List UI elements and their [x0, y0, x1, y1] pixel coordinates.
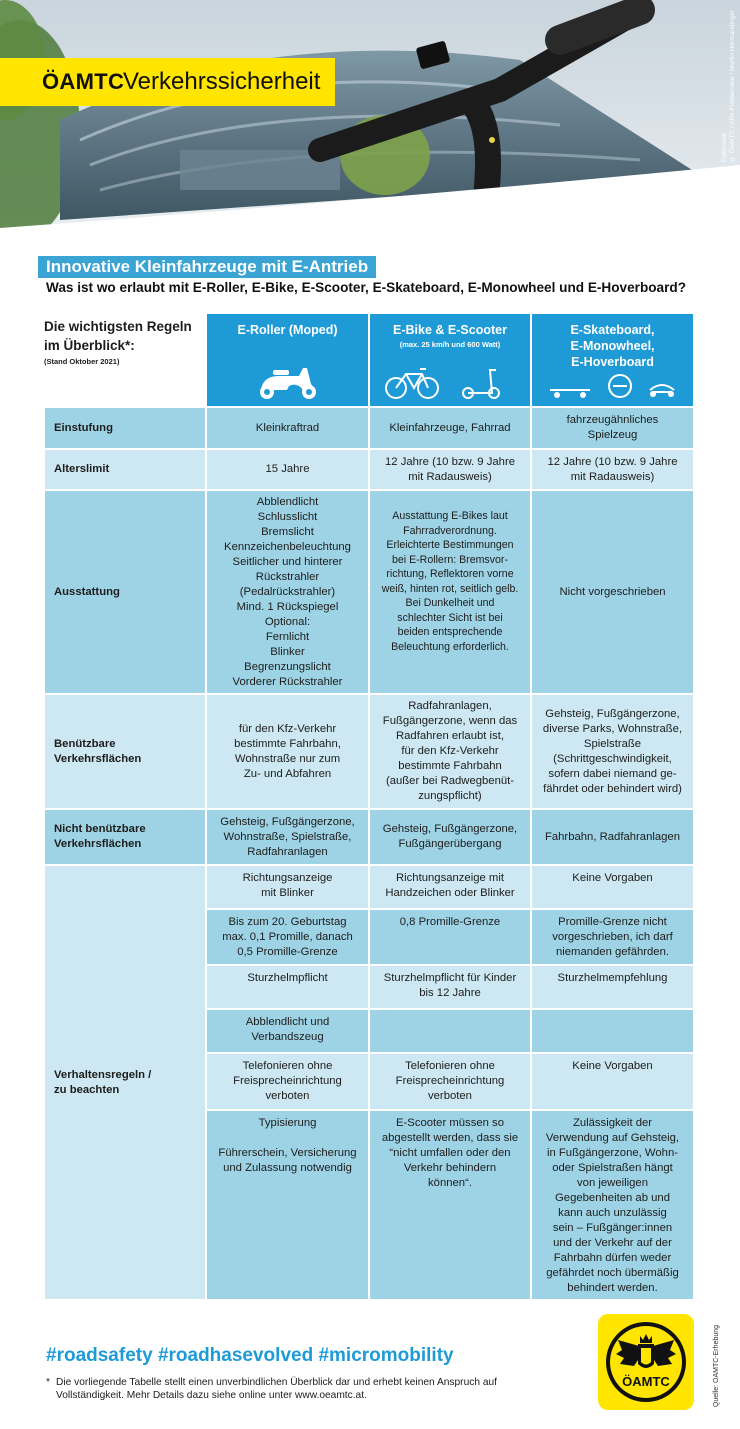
page-subtitle: Was ist wo erlaubt mit E-Roller, E-Bike, E-Scooter, E-Skateboard, E-Monowheel und E-Hoverboard? [46, 280, 687, 295]
table-cell: fahrzeugähnliches Spielzeug [532, 408, 693, 448]
source-note: Quelle: ÖAMTC-Erhebung [713, 1325, 720, 1408]
table-cell: Gehsteig, Fußgängerzone, Fußgängerübergang [370, 810, 530, 864]
table-cell: Gehsteig, Fußgängerzone, diverse Parks, Wohnstraße, Spielstraße (Schrittgeschwindigkeit, sofern dabei niemand ge- fährdet oder behindert wird) [532, 695, 693, 808]
column-header-label: E-Roller (Moped) [237, 323, 338, 337]
table-cell: Telefonieren ohne Freisprecheinrichtung verboten [370, 1054, 530, 1109]
intro-title: Die wichtigsten Regeln im Überblick*: [44, 319, 192, 353]
table-cell: Radfahranlagen, Fußgängerzone, wenn das Radfahren erlaubt ist, für den Kfz-Verkehr bestimmte Fahrbahn (außer bei Radwegbenüt- zungspflicht) [370, 695, 530, 808]
oeamtc-badge [598, 1314, 694, 1410]
footnote [46, 1376, 566, 1402]
table-cell: Abblendlicht Schlusslicht Bremslicht Kennzeichenbeleuchtung Seitlicher und hinterer Rückstrahler (Pedalrückstrahler) Mind. 1 Rückspiegel Optional: Fernlicht Blinker Begrenzungslicht Vorderer Rückstrahler [207, 491, 368, 693]
column-header-label: E-Bike & E-Scooter [393, 323, 507, 337]
bike-scooter-icon [370, 362, 530, 402]
table-cell: Sturzhelmempfehlung [532, 966, 693, 1008]
table-cell: 12 Jahre (10 bzw. 9 Jahre mit Radausweis) [532, 450, 693, 489]
table-cell: Typisierung Führerschein, Versicherung und Zulassung notwendig [207, 1111, 368, 1299]
table-cell [370, 1010, 530, 1052]
board-icon [532, 362, 693, 402]
table-cell: Gehsteig, Fußgängerzone, Wohnstraße, Spielstraße, Radfahranlagen [207, 810, 368, 864]
row-label-alterslimit: Alterslimit [45, 450, 205, 489]
table-cell: Nicht vorgeschrieben [532, 491, 693, 693]
table-cell: Sturzhelmpflicht [207, 966, 368, 1008]
table-cell: Telefonieren ohne Freisprecheinrichtung verboten [207, 1054, 368, 1109]
brand-logo: ÖAMTC [42, 69, 125, 94]
brand-banner [0, 58, 335, 106]
column-header-e-roller [207, 314, 368, 406]
row-label-einstufung: Einstufung [45, 408, 205, 448]
footnote-star: * [46, 1377, 50, 1388]
intro-stand: (Stand Oktober 2021) [44, 357, 120, 366]
table-cell: Sturzhelmpflicht für Kinder bis 12 Jahre [370, 966, 530, 1008]
eagle-emblem-icon [598, 1314, 694, 1410]
table-cell: Zulässigkeit der Verwendung auf Gehsteig, in Fußgängerzone, Wohn- oder Spielstraßen hängt von jeweiligen Gegebenheiten ab und kann auch unzulässig sein – Fußgänger:innen und der Verkehr auf der Fahrbahn dürfen weder gefährdet noch übermäßig behindert werden. [532, 1111, 693, 1299]
row-label-nicht-benuetzbar: Nicht benützbare Verkehrsflächen [45, 810, 205, 864]
row-label-verhalten: Verhaltensregeln / zu beachten [45, 866, 205, 1299]
table-cell: Keine Vorgaben [532, 1054, 693, 1109]
hero-image [0, 0, 740, 235]
photo-credit: Fotocredit: © ÖAMTC / APA-Fotoservice / Martin Hörmandinger [721, 10, 736, 163]
table-intro [44, 317, 204, 366]
column-header-sub: (max. 25 km/h und 600 Watt) [399, 340, 501, 349]
hashtags: #roadsafety #roadhasevolved #micromobility [46, 1345, 454, 1366]
table-cell: Bis zum 20. Geburtstag max. 0,1 Promille, danach 0,5 Promille-Grenze [207, 910, 368, 964]
table-cell: Keine Vorgaben [532, 866, 693, 908]
page-title: Innovative Kleinfahrzeuge mit E-Antrieb [38, 256, 376, 278]
table-cell: Fahrbahn, Radfahranlagen [532, 810, 693, 864]
table-cell [532, 1010, 693, 1052]
badge-text: ÖAMTC [622, 1374, 670, 1389]
table-cell: 15 Jahre [207, 450, 368, 489]
row-label-ausstattung: Ausstattung [45, 491, 205, 693]
footnote-text: Die vorliegende Tabelle stellt einen unverbindlichen Überblick dar und erhebt keinen Anspruch auf Vollständigkeit. Mehr Details dazu siehe online unter www.oeamtc.at. [56, 1377, 497, 1401]
table-cell: 12 Jahre (10 bzw. 9 Jahre mit Radausweis) [370, 450, 530, 489]
table-cell: Promille-Grenze nicht vorgeschrieben, ich darf niemanden gefährden. [532, 910, 693, 964]
table-cell: 0,8 Promille-Grenze [370, 910, 530, 964]
table-cell: Richtungsanzeige mit Blinker [207, 866, 368, 908]
table-cell: Kleinkraftrad [207, 408, 368, 448]
row-label-benuetzbar: Benützbare Verkehrsflächen [45, 695, 205, 808]
table-cell: Kleinfahrzeuge, Fahrrad [370, 408, 530, 448]
table-cell: E-Scooter müssen so abgestellt werden, dass sie “nicht umfallen oder den Verkehr behindern können“. [370, 1111, 530, 1299]
moped-icon [207, 362, 368, 402]
table-cell: Ausstattung E-Bikes laut Fahrradverordnung. Erleichterte Bestimmungen bei E-Rollern: Bremsvor- richtung, Reflektoren vorne weiß, hinten rot, seitlich gelb. Bei Dunkelheit und schlechter Sicht ist bei beiden entsprechende Beleuchtung erforderlich. [370, 491, 530, 693]
brand-subtitle: Verkehrssicherheit [123, 68, 321, 95]
table-cell: Abblendlicht und Verbandszeug [207, 1010, 368, 1052]
hero-photo [0, 0, 740, 235]
table-cell: Richtungsanzeige mit Handzeichen oder Blinker [370, 866, 530, 908]
column-header-label: E-Skateboard, E-Monowheel, E-Hoverboard [570, 323, 655, 369]
column-header-e-bike-scooter [370, 314, 530, 406]
column-header-e-board [532, 314, 693, 406]
table-cell: für den Kfz-Verkehr bestimmte Fahrbahn, Wohnstraße nur zum Zu- und Abfahren [207, 695, 368, 808]
